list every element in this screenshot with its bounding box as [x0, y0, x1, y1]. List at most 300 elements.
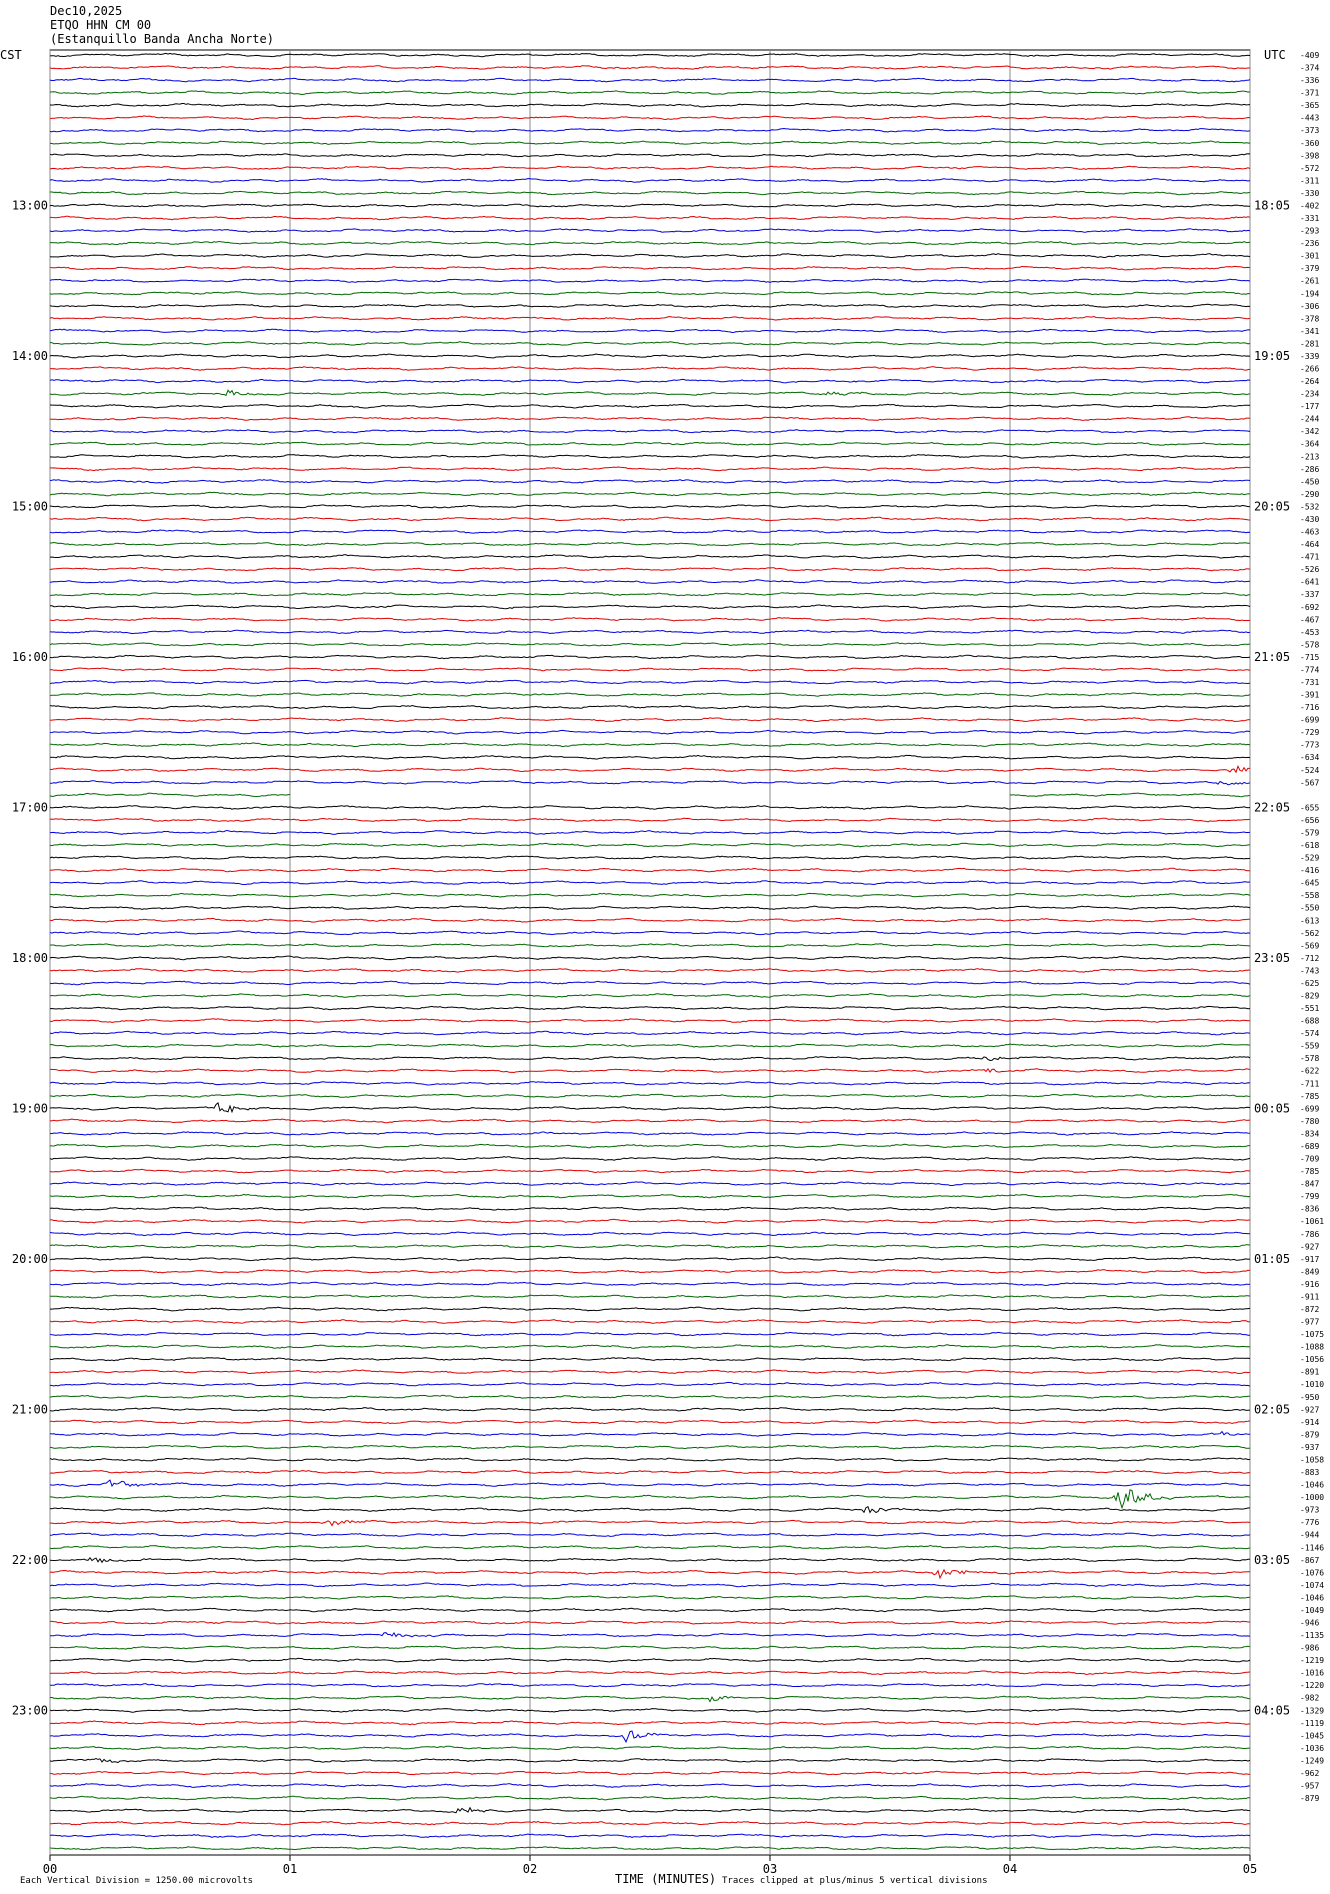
seismogram-trace: [50, 229, 1250, 233]
seismogram-trace: [50, 1194, 1250, 1198]
seismogram-trace: [50, 755, 1250, 759]
seismogram-trace: [50, 743, 1250, 747]
x-tick-label: 00: [42, 1862, 58, 1876]
seismogram-trace: [50, 480, 1250, 484]
trace-offset-label: -1088: [1300, 1342, 1325, 1352]
trace-offset-label: -786: [1300, 1229, 1320, 1239]
seismogram-trace: [50, 1684, 1250, 1687]
seismogram-trace: [50, 455, 1250, 459]
seismogram-trace: [50, 1103, 1250, 1112]
seismogram-trace: [50, 116, 1250, 120]
right-hour-label: 21:05: [1254, 649, 1291, 664]
seismogram-trace: [50, 91, 1250, 95]
trace-offset-label: -625: [1300, 978, 1320, 988]
trace-offset-label: -365: [1300, 101, 1320, 111]
seismogram-trace: [50, 1169, 1250, 1173]
left-hour-label: 15:00: [11, 499, 48, 514]
trace-offset-label: -450: [1300, 477, 1320, 487]
trace-offset-label: -1249: [1300, 1756, 1325, 1766]
x-tick-label: 04: [1002, 1862, 1018, 1876]
trace-offset-label: -1000: [1300, 1493, 1325, 1503]
seismogram-trace: [50, 718, 1250, 722]
trace-offset-label: -645: [1300, 878, 1320, 888]
seismogram-trace: [50, 1658, 1250, 1662]
trace-offset-label: -1049: [1300, 1605, 1325, 1615]
trace-offset-label: -558: [1300, 891, 1320, 901]
seismogram-trace: [50, 78, 1250, 82]
seismogram-trace: [50, 1119, 1250, 1123]
seismogram-trace: [50, 1480, 1250, 1486]
seismogram-trace: [50, 1558, 1250, 1563]
right-hour-label: 20:05: [1254, 499, 1291, 514]
x-axis-label: TIME (MINUTES): [615, 1872, 717, 1886]
trace-offset-label: -337: [1300, 590, 1320, 600]
trace-offset-label: -917: [1300, 1254, 1320, 1264]
seismogram-trace: [50, 1490, 1250, 1508]
trace-offset-label: -236: [1300, 239, 1320, 249]
seismogram-trace: [50, 1031, 1250, 1035]
seismogram-trace: [50, 781, 1250, 785]
trace-offset-label: -867: [1300, 1555, 1320, 1565]
trace-offset-label: -281: [1300, 339, 1320, 349]
seismogram-trace: [50, 1432, 1250, 1437]
trace-offset-label: -467: [1300, 615, 1320, 625]
seismogram-trace: [50, 906, 1250, 910]
seismogram-trace: [50, 1094, 1250, 1097]
seismogram-trace: [50, 831, 1250, 835]
seismogram-trace: [50, 1370, 1250, 1374]
seismogram-trace: [50, 643, 1250, 646]
seismogram-trace: [50, 605, 1250, 609]
trace-offset-label: -266: [1300, 364, 1320, 374]
trace-offset-label: -341: [1300, 326, 1320, 336]
trace-offset-label: -872: [1300, 1305, 1320, 1314]
seismogram-trace: [50, 956, 1250, 960]
trace-offset-label: -1220: [1300, 1681, 1325, 1691]
right-hour-label: 04:05: [1254, 1703, 1291, 1718]
trace-offset-label: -398: [1300, 151, 1320, 161]
seismogram-trace: [50, 354, 1250, 358]
trace-offset-label: -688: [1300, 1016, 1320, 1026]
trace-offset-label: -1146: [1300, 1543, 1325, 1553]
trace-offset-label: -982: [1300, 1693, 1320, 1703]
seismogram-trace: [50, 730, 1250, 734]
seismogram-trace: [50, 53, 1250, 56]
seismogram-trace: [50, 1295, 1250, 1298]
trace-offset-label: -834: [1300, 1129, 1320, 1139]
seismogram-trace: [50, 417, 1250, 421]
seismogram-trace: [50, 1282, 1250, 1285]
seismogram-trace: [50, 530, 1250, 533]
trace-offset-label: -578: [1300, 640, 1320, 650]
trace-offset-label: -463: [1300, 527, 1320, 537]
trace-offset-label: -213: [1300, 452, 1320, 462]
trace-offset-label: -836: [1300, 1204, 1320, 1214]
trace-offset-label: -559: [1300, 1041, 1320, 1051]
seismogram-trace: [50, 1044, 1250, 1047]
trace-offset-label: -551: [1300, 1004, 1320, 1014]
trace-offset-label: -1010: [1300, 1380, 1325, 1390]
seismogram-trace: [50, 766, 1250, 772]
trace-offset-label: -613: [1300, 916, 1320, 926]
seismogram-trace: [50, 1358, 1250, 1361]
seismogram-trace: [50, 442, 1250, 445]
trace-offset-label: -785: [1300, 1091, 1320, 1101]
seismogram-trace: [50, 1507, 1250, 1513]
seismogram-trace: [50, 856, 1250, 859]
trace-offset-label: -711: [1300, 1079, 1320, 1089]
trace-offset-label: -301: [1300, 251, 1320, 261]
header-date: Dec10,2025: [50, 4, 123, 18]
trace-offset-label: -331: [1300, 214, 1320, 224]
trace-offset-label: -409: [1300, 51, 1320, 60]
trace-offset-label: -402: [1300, 201, 1320, 211]
trace-offset-label: -342: [1300, 427, 1320, 437]
seismogram-trace: [50, 1808, 1250, 1813]
left-hour-label: 19:00: [11, 1101, 48, 1116]
trace-offset-label: -655: [1300, 803, 1320, 813]
right-hour-label: 03:05: [1254, 1552, 1291, 1567]
seismogram-trace: [50, 204, 1250, 207]
trace-offset-label: -374: [1300, 63, 1320, 73]
right-hour-label: 18:05: [1254, 198, 1291, 213]
right-hour-label: 23:05: [1254, 950, 1291, 965]
trace-offset-label: -927: [1300, 1242, 1320, 1252]
left-timezone-label: CST: [0, 48, 22, 62]
right-timezone-label: UTC: [1264, 48, 1286, 62]
trace-offset-label: -927: [1300, 1405, 1320, 1415]
left-hour-label: 16:00: [11, 649, 48, 664]
trace-offset-label: -464: [1300, 540, 1320, 550]
seismogram-trace: [50, 1822, 1250, 1825]
trace-offset-label: -371: [1300, 88, 1320, 98]
seismogram-trace: [50, 1307, 1250, 1311]
seismogram-trace: [50, 242, 1250, 245]
seismogram-trace: [50, 1784, 1250, 1788]
trace-offset-label: -785: [1300, 1167, 1320, 1177]
trace-offset-label: -290: [1300, 489, 1320, 499]
seismogram-trace: [50, 103, 1250, 107]
seismogram-trace: [50, 1520, 1250, 1525]
trace-offset-label: -379: [1300, 264, 1320, 274]
seismogram-trace: [50, 1332, 1250, 1336]
trace-offset-label: -532: [1300, 502, 1320, 512]
trace-offset-label: -692: [1300, 602, 1320, 612]
seismogram-trace: [50, 1057, 1250, 1061]
seismogram-trace: [50, 1847, 1250, 1850]
seismogram-trace: [50, 1731, 1250, 1742]
seismogram-trace: [50, 1608, 1250, 1612]
trace-offset-label: -339: [1300, 351, 1320, 361]
seismogram-trace: [50, 555, 1250, 559]
left-hour-label: 22:00: [11, 1552, 48, 1567]
seismogram-trace: [50, 1746, 1250, 1749]
seismogram-trace: [50, 1646, 1250, 1649]
seismogram-trace: [50, 1471, 1250, 1474]
seismogram-trace: [50, 1382, 1250, 1386]
trace-offset-label: -937: [1300, 1442, 1320, 1452]
seismogram-trace: [50, 517, 1250, 521]
seismogram-trace: [50, 1696, 1250, 1701]
seismogram-trace: [50, 141, 1250, 144]
header-site: (Estanquillo Banda Ancha Norte): [50, 32, 274, 46]
trace-offset-label: -574: [1300, 1029, 1320, 1039]
trace-offset-label: -1119: [1300, 1718, 1325, 1728]
seismogram-trace: [50, 216, 1250, 220]
seismogram-trace: [50, 505, 1250, 508]
seismogram-trace: [50, 1633, 1250, 1637]
trace-offset-label: -1046: [1300, 1593, 1325, 1603]
seismogram-trace: [50, 154, 1250, 157]
trace-offset-label: -973: [1300, 1505, 1320, 1515]
trace-offset-label: -430: [1300, 514, 1320, 524]
seismogram-trace: [50, 1345, 1250, 1349]
seismogram-trace: [50, 543, 1250, 546]
x-tick-label: 01: [282, 1862, 298, 1876]
trace-offset-label: -529: [1300, 853, 1320, 863]
trace-offset-label: -1219: [1300, 1656, 1325, 1666]
seismogram-trace: [50, 680, 1250, 683]
trace-offset-label: -699: [1300, 1104, 1320, 1114]
trace-offset-label: -916: [1300, 1279, 1320, 1289]
seismogram-trace: [50, 567, 1250, 570]
seismogram-trace: [50, 191, 1250, 195]
seismogram-trace: [50, 379, 1250, 383]
seismogram-trace: [50, 1709, 1250, 1713]
seismogram-trace: [50, 1144, 1250, 1148]
trace-offset-label: -572: [1300, 163, 1320, 173]
seismogram-trace: [50, 881, 1250, 885]
trace-offset-label: -244: [1300, 414, 1320, 424]
trace-offset-label: -773: [1300, 740, 1320, 750]
seismogram-trace: [50, 1006, 1250, 1009]
trace-offset-label: -234: [1300, 389, 1320, 399]
seismogram-trace: [50, 994, 1250, 998]
trace-offset-label: -416: [1300, 866, 1320, 876]
trace-offset-label: -579: [1300, 828, 1320, 838]
trace-offset-label: -1036: [1300, 1743, 1325, 1753]
seismogram-trace: [50, 668, 1250, 671]
trace-offset-label: -699: [1300, 715, 1320, 725]
seismogram-trace: [50, 254, 1250, 258]
seismogram-trace: [50, 1546, 1250, 1549]
seismogram-trace: [50, 1596, 1250, 1599]
seismogram-trace: [50, 944, 1250, 947]
x-tick-label: 05: [1242, 1862, 1258, 1876]
trace-offset-label: -618: [1300, 841, 1320, 851]
left-hour-label: 14:00: [11, 348, 48, 363]
trace-offset-label: -799: [1300, 1192, 1320, 1202]
seismogram-trace: [50, 1408, 1250, 1411]
seismogram-trace: [50, 1834, 1250, 1837]
seismogram-trace: [50, 918, 1250, 922]
right-hour-label: 19:05: [1254, 348, 1291, 363]
right-hour-label: 00:05: [1254, 1101, 1291, 1116]
seismogram-trace: [50, 593, 1250, 596]
seismogram-trace: [50, 430, 1250, 433]
trace-offset-label: -1056: [1300, 1355, 1325, 1365]
left-hour-label: 18:00: [11, 950, 48, 965]
seismogram-trace: [50, 266, 1250, 270]
right-hour-label: 01:05: [1254, 1251, 1291, 1266]
seismogram-trace: [50, 492, 1250, 496]
trace-offset-label: -712: [1300, 953, 1320, 963]
seismogram-trace: [50, 1270, 1250, 1274]
seismogram-trace: [50, 166, 1250, 169]
trace-offset-label: -1061: [1300, 1217, 1325, 1227]
seismogram-trace: [50, 304, 1250, 307]
seismogram-trace: [50, 1219, 1250, 1223]
seismogram-trace: [50, 179, 1250, 183]
trace-offset-label: -776: [1300, 1518, 1320, 1528]
x-tick-label: 03: [762, 1862, 778, 1876]
seismogram-trace: [50, 1320, 1250, 1324]
seismogram-trace: [50, 1621, 1250, 1624]
trace-offset-label: -524: [1300, 765, 1320, 775]
seismogram-trace: [50, 1157, 1250, 1161]
trace-offset-label: -1075: [1300, 1330, 1325, 1340]
trace-offset-label: -1058: [1300, 1455, 1325, 1465]
trace-offset-label: -471: [1300, 552, 1320, 562]
trace-offset-label: -194: [1300, 289, 1320, 299]
trace-offset-label: -946: [1300, 1618, 1320, 1628]
trace-offset-label: -261: [1300, 276, 1320, 286]
trace-offset-label: -780: [1300, 1116, 1320, 1126]
trace-offset-label: -567: [1300, 778, 1320, 788]
trace-offset-label: -986: [1300, 1643, 1320, 1653]
trace-offset-label: -962: [1300, 1768, 1320, 1778]
clip-note: Traces clipped at plus/minus 5 vertical divisions: [722, 1876, 988, 1886]
trace-offset-label: -957: [1300, 1781, 1320, 1791]
trace-offset-label: -364: [1300, 439, 1320, 449]
trace-offset-label: -715: [1300, 652, 1320, 662]
trace-offset-label: -562: [1300, 928, 1320, 938]
seismogram-trace: [50, 969, 1250, 973]
trace-offset-label: -1076: [1300, 1568, 1325, 1578]
seismogram-trace: [50, 1207, 1250, 1210]
seismogram-trace: [50, 279, 1250, 283]
trace-offset-label: -950: [1300, 1392, 1320, 1402]
seismogram-trace: [50, 893, 1250, 897]
seismogram-trace: [50, 1257, 1250, 1261]
trace-offset-label: -641: [1300, 577, 1320, 587]
seismogram-trace: [50, 390, 1250, 395]
seismogram-trace: [50, 706, 1250, 709]
seismogram-trace: [50, 655, 1250, 659]
seismogram-trace: [50, 1796, 1250, 1800]
trace-offset-label: -443: [1300, 113, 1320, 123]
seismogram-trace: [50, 1232, 1250, 1236]
seismogram-trace: [50, 1082, 1250, 1085]
trace-offset-label: -1135: [1300, 1631, 1325, 1641]
trace-offset-label: -849: [1300, 1267, 1320, 1277]
seismogram-trace: [50, 630, 1250, 633]
trace-offset-label: -330: [1300, 188, 1320, 198]
trace-offset-label: -743: [1300, 966, 1320, 976]
seismogram-trace: [50, 367, 1250, 371]
trace-offset-label: -391: [1300, 690, 1320, 700]
seismogram-trace: [50, 981, 1250, 985]
trace-offset-label: -634: [1300, 753, 1320, 763]
trace-offset-label: -622: [1300, 1066, 1320, 1076]
trace-offset-label: -177: [1300, 402, 1320, 412]
trace-offset-label: -709: [1300, 1154, 1320, 1164]
left-hour-label: 17:00: [11, 800, 48, 815]
right-hour-label: 02:05: [1254, 1402, 1291, 1417]
trace-offset-label: -373: [1300, 126, 1320, 136]
header-station: ETQO HHN CM 00: [50, 18, 152, 32]
seismogram-trace: [50, 693, 1250, 696]
trace-offset-label: -656: [1300, 815, 1320, 825]
seismogram-trace: [50, 1069, 1250, 1073]
seismogram-trace: [50, 317, 1250, 321]
trace-offset-label: -774: [1300, 665, 1320, 675]
trace-offset-label: -911: [1300, 1292, 1320, 1302]
seismogram-trace: [50, 66, 1250, 70]
seismogram-trace: [50, 1771, 1250, 1775]
seismogram-trace: [50, 1245, 1250, 1248]
seismogram-trace: [50, 329, 1250, 332]
trace-offset-label: -914: [1300, 1417, 1320, 1427]
seismogram-trace: [50, 793, 1250, 797]
trace-offset-label: -1329: [1300, 1706, 1325, 1716]
seismogram-trace: [50, 580, 1250, 584]
trace-offset-label: -1016: [1300, 1668, 1325, 1678]
trace-offset-label: -977: [1300, 1317, 1320, 1327]
trace-offset-label: -578: [1300, 1054, 1320, 1064]
seismogram-trace: [50, 129, 1250, 133]
trace-offset-label: -306: [1300, 301, 1320, 311]
seismogram-trace: [50, 1420, 1250, 1424]
trace-offset-label: -847: [1300, 1179, 1320, 1189]
seismogram-trace: [50, 1533, 1250, 1536]
x-tick-label: 02: [522, 1862, 538, 1876]
seismogram-trace: [50, 843, 1250, 847]
trace-offset-label: -453: [1300, 627, 1320, 637]
trace-offset-label: -944: [1300, 1530, 1320, 1540]
seismogram-trace: [50, 1671, 1250, 1675]
trace-offset-label: -879: [1300, 1430, 1320, 1440]
trace-offset-label: -286: [1300, 464, 1320, 474]
seismogram-trace: [50, 1445, 1250, 1449]
seismogram-trace: [50, 1721, 1250, 1725]
left-hour-label: 21:00: [11, 1402, 48, 1417]
trace-offset-label: -293: [1300, 226, 1320, 236]
trace-offset-label: -311: [1300, 176, 1320, 186]
left-hour-label: 23:00: [11, 1703, 48, 1718]
trace-offset-label: -1074: [1300, 1580, 1325, 1590]
seismogram-trace: [50, 292, 1250, 295]
seismogram-trace: [50, 342, 1250, 345]
seismogram-trace: [50, 1395, 1250, 1398]
trace-offset-label: -360: [1300, 138, 1320, 148]
seismogram-trace: [50, 1570, 1250, 1578]
scale-note: Each Vertical Division = 1250.00 microvolts: [20, 1876, 253, 1886]
trace-offset-label: -689: [1300, 1141, 1320, 1151]
left-hour-label: 20:00: [11, 1251, 48, 1266]
trace-offset-label: -883: [1300, 1468, 1320, 1478]
seismogram-trace: [50, 404, 1250, 408]
left-hour-label: 13:00: [11, 198, 48, 213]
trace-offset-label: -1045: [1300, 1731, 1325, 1741]
seismogram-trace: [50, 1182, 1250, 1186]
trace-offset-label: -829: [1300, 991, 1320, 1001]
trace-offset-label: -1046: [1300, 1480, 1325, 1490]
seismogram-trace: [50, 618, 1250, 622]
seismogram-trace: [50, 1019, 1250, 1023]
seismogram-trace: [50, 1583, 1250, 1587]
trace-offset-label: -526: [1300, 565, 1320, 575]
